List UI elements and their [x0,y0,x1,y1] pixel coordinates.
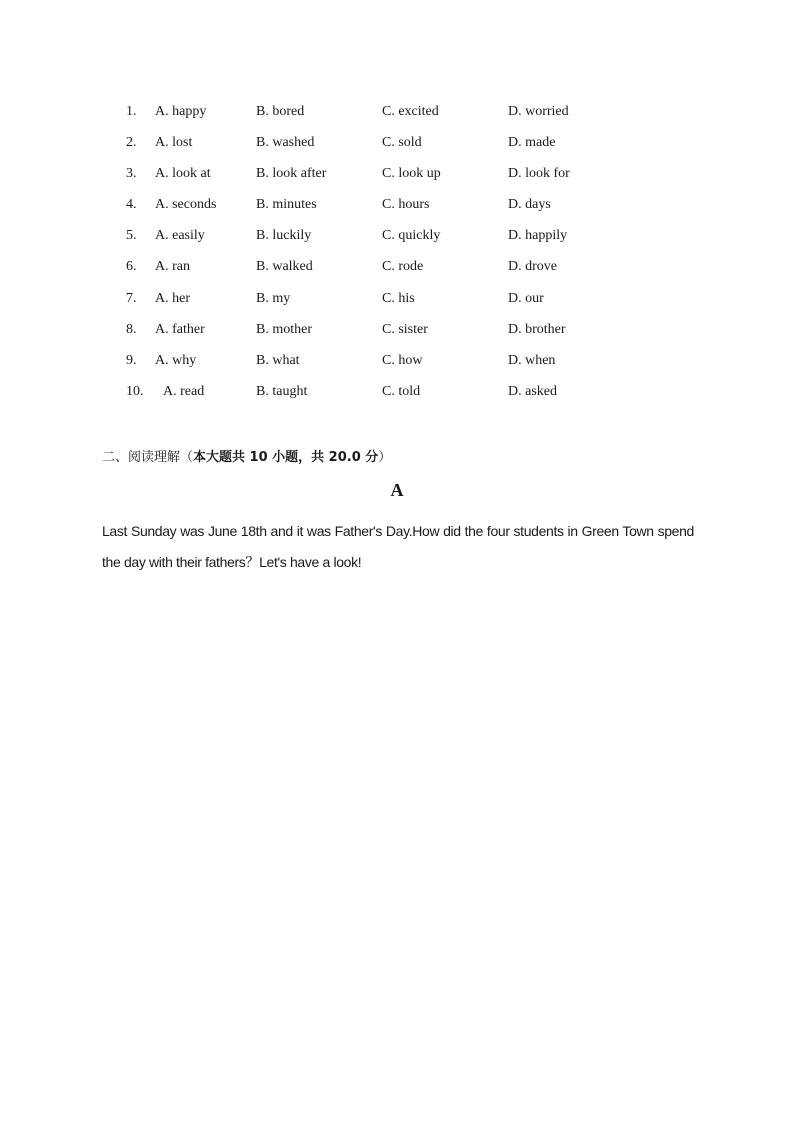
option-c: C. his [382,290,415,306]
option-d: D. brother [508,321,566,337]
section-heading-bold: 本大题共 10 小题，共 20.0 分 [193,450,379,465]
section-heading-suffix: ） [378,450,392,465]
option-b: B. mother [256,321,312,337]
question-row-6 [0,256,794,287]
option-c: C. look up [382,166,441,182]
option-c: C. rode [382,259,424,275]
option-a: A. easily [155,228,205,244]
option-b: B. luckily [256,228,312,244]
option-b: B. minutes [256,197,317,213]
option-c: C. sister [382,321,428,337]
question-row-4 [0,194,794,225]
option-a: A. seconds [155,197,217,213]
question-row-2 [0,132,794,163]
option-d: D. our [508,290,544,306]
question-number: 4. [126,197,137,213]
option-d: D. asked [508,383,557,399]
question-row-1 [0,101,794,132]
question-row-9 [0,350,794,381]
question-number: 8. [126,321,137,337]
option-a: A. ran [155,259,190,275]
option-d: D. when [508,352,556,368]
question-number: 2. [126,135,137,151]
question-number: 1. [126,104,137,119]
question-row-3 [0,163,794,194]
option-d: D. made [508,135,556,151]
option-a: A. why [155,352,197,368]
option-c: C. excited [382,104,439,119]
option-d: D. happily [508,228,568,244]
option-a: A. look at [155,166,211,182]
option-c: C. sold [382,135,422,151]
option-a: A. father [155,321,205,337]
question-number: 6. [126,259,137,275]
cloze-options-list [0,101,794,412]
question-row-7 [0,288,794,319]
option-c: C. told [382,383,421,399]
option-a: A. her [155,290,190,306]
option-b: B. look after [256,166,327,182]
option-b: B. bored [256,104,305,119]
question-row-8 [0,319,794,350]
option-d: D. days [508,197,551,213]
passage-title: A [390,480,404,500]
option-b: B. walked [256,259,313,275]
question-number: 9. [126,352,137,368]
option-d: D. look for [508,166,570,182]
section-heading-prefix: 二、阅读理解（ [102,450,194,465]
question-number: 10. [126,383,144,399]
section-heading [102,446,391,465]
option-d: D. drove [508,259,557,275]
question-row-10 [0,381,794,412]
option-b: B. washed [256,135,315,151]
option-b: B. my [256,290,291,306]
option-a: A. lost [155,135,193,151]
option-a: A. happy [155,104,207,119]
passage-text: Last Sunday was June 18th and it was Father's Day.How did the four students in Green Town spend the day with their fathers？Let's have a look! [102,523,694,570]
option-c: C. hours [382,197,430,213]
question-number: 5. [126,228,137,244]
option-c: C. how [382,352,423,368]
option-c: C. quickly [382,228,441,244]
option-d: D. worried [508,104,569,119]
question-number: 7. [126,290,137,306]
question-row-5 [0,225,794,256]
option-b: B. taught [256,383,308,399]
question-number: 3. [126,166,137,182]
option-b: B. what [256,352,300,368]
option-a: A. read [163,383,205,399]
